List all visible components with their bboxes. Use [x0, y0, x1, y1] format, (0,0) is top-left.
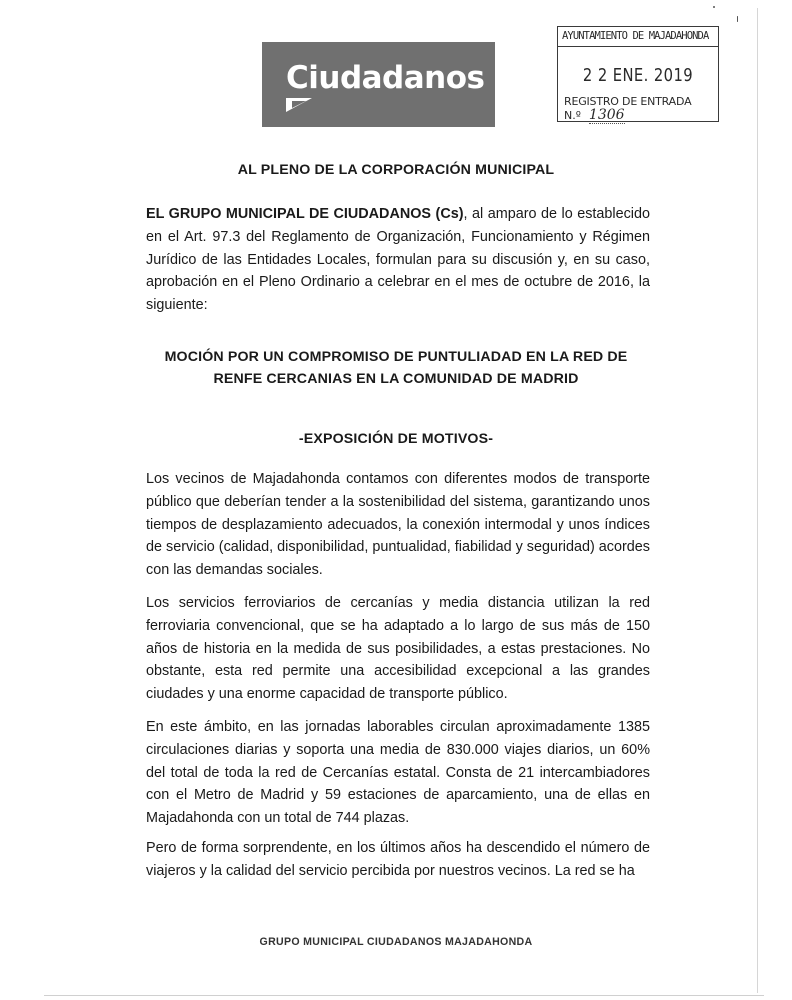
scan-speck [737, 16, 738, 22]
cs-arrow-icon [286, 98, 312, 112]
motion-title-line: RENFE CERCANIAS EN LA COMUNIDAD DE MADRID [213, 371, 579, 387]
body-paragraph: Los vecinos de Majadahonda contamos con diferentes modos de transporte público que deberían tender a la sostenibilidad del sistema, garantizando unos tiempos de desplazamiento adecuados, la conexión intermodal y unos índices de servicio (calidad, disponibilidad, puntualidad, fiabilidad y seguridad) acordes con las demandas sociales. [146, 471, 650, 579]
intro-text: , al amparo de lo establecido en el Art. 97.3 del Reglamento de Organización, Funcionamiento y Régimen Jurídico de las Entidades Locales, formulan para su discusión y, en su caso, aprobación en el Pleno Ordinario a celebrar en el mes de octubre de 2016, la siguiente: [146, 206, 651, 314]
addressee-heading: AL PLENO DE LA CORPORACIÓN MUNICIPAL [237, 162, 555, 178]
stamp-municipality: AYUNTAMIENTO DE MAJADAHONDA [558, 27, 718, 47]
stamp-number-value: 1306 [588, 107, 625, 123]
logo-brand-name: Ciudadanos [286, 60, 485, 96]
page-footer: GRUPO MUNICIPAL CIUDADANOS MAJADAHONDA [259, 936, 533, 948]
stamp-number [564, 107, 625, 123]
stamp-date: 2 2 ENE. 2019 [582, 65, 694, 86]
motion-title-line: MOCIÓN POR UN COMPROMISO DE PUNTULIADAD EN LA RED DE [164, 349, 628, 365]
body-paragraph: Pero de forma sorprendente, en los últimos años ha descendido el número de viajeros y la calidad del servicio percibida por nuestros vecinos. La red se ha [146, 840, 650, 879]
group-name: EL GRUPO MUNICIPAL DE CIUDADANOS (Cs) [146, 206, 464, 222]
ciudadanos-logo [262, 42, 495, 127]
stamp-number-label: N.º [564, 109, 581, 122]
registry-stamp [557, 26, 719, 122]
scan-bottom-line [44, 995, 764, 996]
motion-title [0, 346, 792, 390]
scan-edge-line [757, 8, 758, 993]
stamp-registry-label: REGISTRO DE ENTRADA [564, 95, 692, 108]
intro-paragraph [146, 203, 650, 317]
body-paragraph: En este ámbito, en las jornadas laborables circulan aproximadamente 1385 circulaciones diarias y soporta una media de 830.000 viajes diarios, un 60% del total de toda la red de Cercanías estatal. Consta de 21 intercambiadores con el Metro de Madrid y 59 estaciones de aparcamiento, una de ellas en Majadahonda con un total de 744 plazas. [146, 719, 650, 827]
scan-speck [713, 6, 715, 8]
section-title: -EXPOSICIÓN DE MOTIVOS- [298, 431, 494, 447]
body-paragraph: Los servicios ferroviarios de cercanías y media distancia utilizan la red ferroviaria convencional, que se ha adaptado a lo largo de sus más de 150 años de historia en la medida de sus posibilidades, a estas prestaciones. No obstante, esta red permite una accesibilidad excepcional a las grandes ciudades y una enorme capacidad de transporte público. [146, 595, 650, 703]
